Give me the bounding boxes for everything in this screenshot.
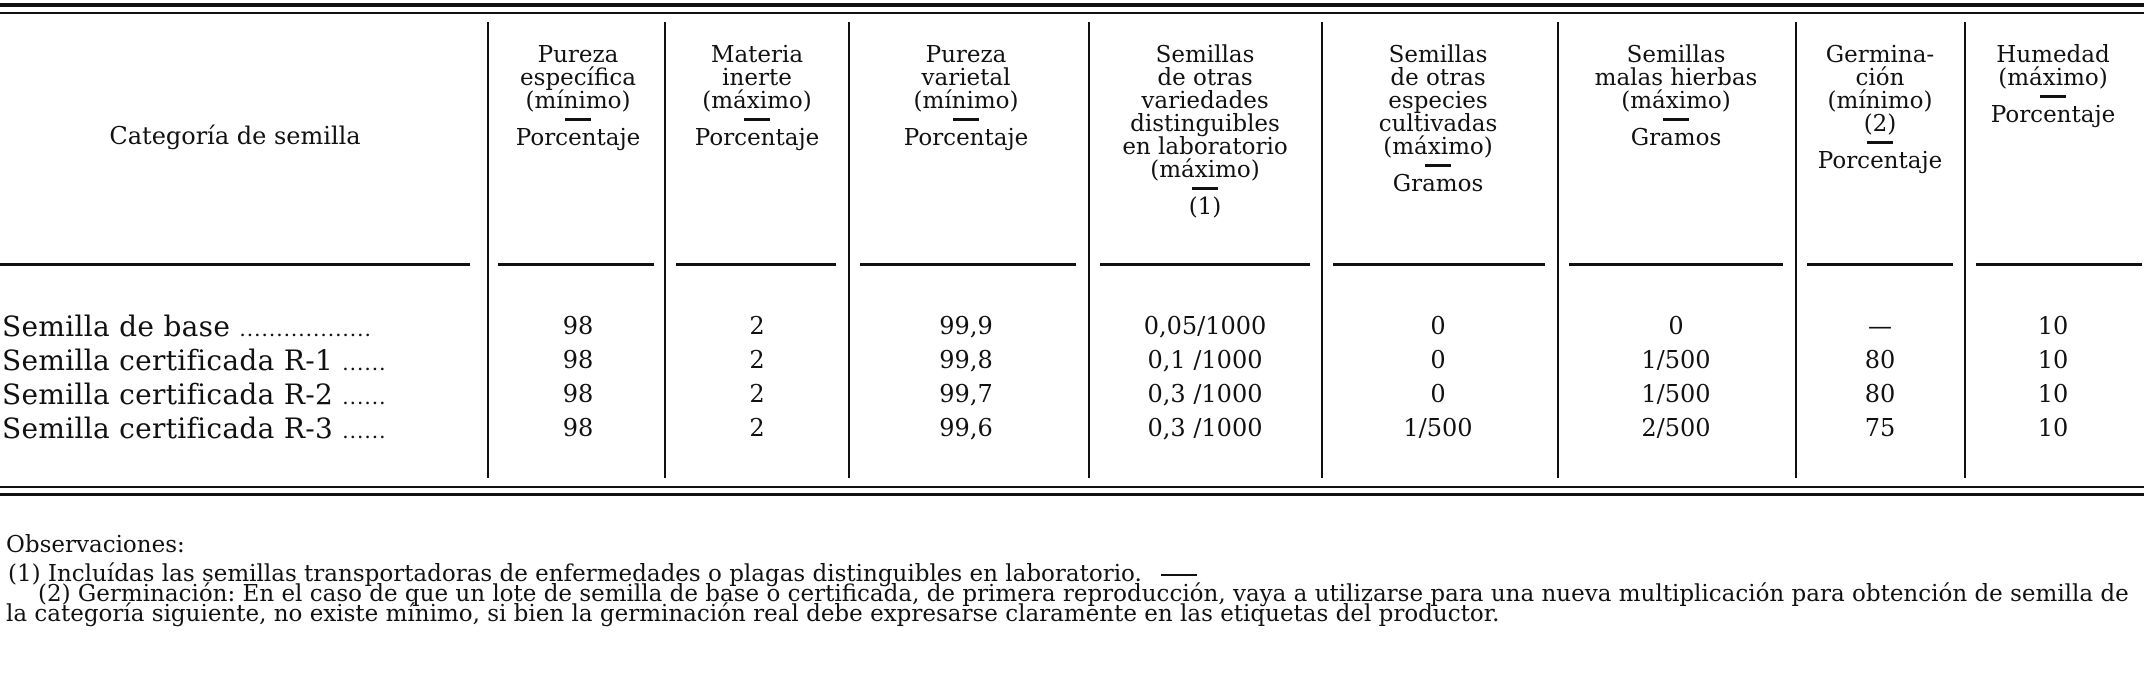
header-dash bbox=[1192, 187, 1218, 190]
column-header-line: cultivadas bbox=[1378, 111, 1498, 137]
table-cell-semillas-otras-especies bbox=[1320, 312, 1556, 340]
header-dash bbox=[2040, 95, 2066, 98]
table-cell-pureza-especifica bbox=[490, 380, 666, 408]
column-header-materia-inerte bbox=[667, 44, 847, 272]
column-header-line: específica bbox=[520, 65, 636, 91]
row-leader-dots: ...... bbox=[342, 385, 387, 409]
header-dash bbox=[565, 118, 591, 121]
table-cell-germinacion bbox=[1796, 312, 1964, 340]
table-cell-humedad bbox=[1964, 414, 2142, 442]
column-unit: Porcentaje bbox=[1990, 102, 2116, 128]
table-cell-humedad bbox=[1964, 312, 2142, 340]
table-cell-germinacion bbox=[1796, 380, 1964, 408]
column-header-line: (máximo) bbox=[1150, 157, 1260, 183]
column-header-line: Pureza bbox=[537, 42, 619, 68]
header-underline bbox=[676, 263, 836, 266]
cell-value: 10 bbox=[2037, 346, 2069, 374]
table-cell-germinacion bbox=[1796, 346, 1964, 374]
column-header-pureza-especifica bbox=[490, 44, 666, 272]
column-unit: Porcentaje bbox=[1817, 148, 1943, 174]
column-header-line: Semillas bbox=[1388, 42, 1488, 68]
table-cell-germinacion bbox=[1796, 414, 1964, 442]
table-cell-materia-inerte bbox=[667, 380, 847, 408]
column-header-line: de otras bbox=[1390, 65, 1486, 91]
row-category-label: Semilla de base bbox=[2, 310, 231, 343]
note-2-number: (2) bbox=[38, 581, 71, 607]
row-leader-dots: ...... bbox=[342, 419, 387, 443]
table-cell-materia-inerte bbox=[667, 312, 847, 340]
header-dash bbox=[1425, 164, 1451, 167]
note-1-text: Incluídas las semillas transportadoras de enfermedades o plagas distinguibles en laboratorio. bbox=[47, 561, 1142, 587]
table-cell-materia-inerte bbox=[667, 346, 847, 374]
cell-value: 10 bbox=[2037, 312, 2069, 340]
cell-value: 0 bbox=[1668, 312, 1684, 340]
header-underline bbox=[0, 263, 470, 266]
column-header-line: (2) bbox=[1863, 111, 1897, 137]
category-header: Categoría de semilla bbox=[109, 122, 361, 150]
table-cell-pureza-especifica bbox=[490, 346, 666, 374]
column-unit: Gramos bbox=[1392, 171, 1484, 197]
cell-value: 0,3 /1000 bbox=[1147, 414, 1263, 442]
cell-value: 98 bbox=[562, 346, 594, 374]
notes-section bbox=[6, 532, 2136, 627]
column-unit: Porcentaje bbox=[694, 125, 820, 151]
header-dash bbox=[1867, 141, 1893, 144]
cell-value: 0,1 /1000 bbox=[1147, 346, 1263, 374]
header-underline bbox=[1333, 263, 1545, 266]
row-category-label: Semilla certificada R-1 bbox=[2, 344, 334, 377]
bottom-rule bbox=[0, 493, 2144, 496]
table-row bbox=[0, 312, 2144, 346]
column-header-line: distinguibles bbox=[1130, 111, 1280, 137]
table-cell-pureza-varietal bbox=[846, 346, 1086, 374]
column-header-line: varietal bbox=[921, 65, 1011, 91]
column-header-germinacion bbox=[1796, 44, 1964, 272]
cell-value: 80 bbox=[1864, 380, 1896, 408]
cell-value: 1/500 bbox=[1641, 380, 1711, 408]
column-header-line: Materia bbox=[710, 42, 804, 68]
cell-value: 0 bbox=[1430, 346, 1446, 374]
cell-value: 2 bbox=[749, 346, 765, 374]
column-header-line: Germina- bbox=[1825, 42, 1935, 68]
note-1-trailing-dash bbox=[1161, 574, 1197, 576]
cell-value: 98 bbox=[562, 380, 594, 408]
table-cell-humedad bbox=[1964, 380, 2142, 408]
cell-value: 98 bbox=[562, 312, 594, 340]
column-header-line: malas hierbas bbox=[1594, 65, 1758, 91]
table-row bbox=[0, 346, 2144, 380]
row-leader-dots: ...... bbox=[342, 351, 387, 375]
header-dash bbox=[1663, 118, 1689, 121]
table-cell-pureza-varietal bbox=[846, 414, 1086, 442]
column-unit: Porcentaje bbox=[903, 125, 1029, 151]
table-cell-semillas-malas-hierbas bbox=[1558, 346, 1794, 374]
bottom-rule-thin bbox=[0, 486, 2144, 488]
cell-value: 1/500 bbox=[1403, 414, 1473, 442]
row-category bbox=[2, 310, 372, 343]
cell-value: 0 bbox=[1430, 312, 1446, 340]
top-rule bbox=[0, 3, 2144, 7]
row-category-label: Semilla certificada R-2 bbox=[2, 378, 334, 411]
header-underline bbox=[1807, 263, 1953, 266]
column-header-semillas-otras-variedades bbox=[1088, 44, 1323, 272]
column-header-line: (mínimo) bbox=[525, 88, 631, 114]
notes-heading: Observaciones: bbox=[6, 532, 185, 558]
header-underline bbox=[1100, 263, 1310, 266]
column-header-line: (máximo) bbox=[1383, 134, 1493, 160]
cell-value: 99,6 bbox=[939, 414, 993, 442]
cell-value: 10 bbox=[2037, 380, 2069, 408]
column-header-line: Pureza bbox=[925, 42, 1007, 68]
cell-value: 98 bbox=[562, 414, 594, 442]
row-category bbox=[2, 378, 386, 411]
column-header-line: Humedad bbox=[1996, 42, 2110, 68]
row-category bbox=[2, 412, 386, 445]
table-cell-semillas-otras-especies bbox=[1320, 346, 1556, 374]
table-cell-semillas-otras-especies bbox=[1320, 414, 1556, 442]
cell-value: 1/500 bbox=[1641, 346, 1711, 374]
header-underline bbox=[1976, 263, 2142, 266]
table-cell-materia-inerte bbox=[667, 414, 847, 442]
table-cell-humedad bbox=[1964, 346, 2142, 374]
row-category bbox=[2, 344, 386, 377]
column-header-line: variedades bbox=[1141, 88, 1269, 114]
table-row bbox=[0, 380, 2144, 414]
table-cell-semillas-otras-variedades bbox=[1088, 346, 1323, 374]
cell-value: 2 bbox=[749, 414, 765, 442]
table-cell-semillas-otras-variedades bbox=[1088, 414, 1323, 442]
column-unit: (1) bbox=[1188, 194, 1222, 220]
cell-value: 99,9 bbox=[939, 312, 993, 340]
cell-value: 80 bbox=[1864, 346, 1896, 374]
column-header-line: (mínimo) bbox=[1827, 88, 1933, 114]
column-header-line: (máximo) bbox=[1621, 88, 1731, 114]
note-1-number: (1) bbox=[8, 561, 41, 587]
column-header-line: (máximo) bbox=[1998, 65, 2108, 91]
cell-value: 2/500 bbox=[1641, 414, 1711, 442]
table-row bbox=[0, 414, 2144, 448]
cell-value: 2 bbox=[749, 380, 765, 408]
column-header-line: ción bbox=[1855, 65, 1905, 91]
row-leader-dots: .................. bbox=[239, 317, 372, 341]
note-2 bbox=[6, 581, 2136, 627]
column-unit: Porcentaje bbox=[515, 125, 641, 151]
cell-value: — bbox=[1868, 312, 1892, 340]
column-header-line: (máximo) bbox=[702, 88, 812, 114]
table-cell-pureza-especifica bbox=[490, 414, 666, 442]
column-header-semillas-malas-hierbas bbox=[1558, 44, 1794, 272]
cell-value: 99,8 bbox=[939, 346, 993, 374]
cell-value: 2 bbox=[749, 312, 765, 340]
column-header-line: en laboratorio bbox=[1122, 134, 1288, 160]
column-header-line: (mínimo) bbox=[913, 88, 1019, 114]
cell-value: 99,7 bbox=[939, 380, 993, 408]
column-header-line: especies bbox=[1388, 88, 1488, 114]
header-underline bbox=[498, 263, 654, 266]
table-cell-pureza-varietal bbox=[846, 380, 1086, 408]
column-header-pureza-varietal bbox=[846, 44, 1086, 272]
table-cell-pureza-varietal bbox=[846, 312, 1086, 340]
table-cell-semillas-otras-variedades bbox=[1088, 380, 1323, 408]
table-cell-semillas-malas-hierbas bbox=[1558, 380, 1794, 408]
column-header-line: inerte bbox=[722, 65, 792, 91]
column-header-line: de otras bbox=[1157, 65, 1253, 91]
table-cell-semillas-malas-hierbas bbox=[1558, 312, 1794, 340]
header-underline bbox=[860, 263, 1076, 266]
column-header-line: Semillas bbox=[1155, 42, 1255, 68]
cell-value: 0,3 /1000 bbox=[1147, 380, 1263, 408]
header-dash bbox=[953, 118, 979, 121]
table-cell-semillas-otras-variedades bbox=[1088, 312, 1323, 340]
column-unit: Gramos bbox=[1630, 125, 1722, 151]
column-header-semillas-otras-especies bbox=[1320, 44, 1556, 272]
table-cell-pureza-especifica bbox=[490, 312, 666, 340]
cell-value: 0 bbox=[1430, 380, 1446, 408]
column-header-humedad bbox=[1964, 44, 2142, 272]
column-header-line: Semillas bbox=[1626, 42, 1726, 68]
header-underline bbox=[1569, 263, 1783, 266]
cell-value: 0,05/1000 bbox=[1143, 312, 1267, 340]
cell-value: 10 bbox=[2037, 414, 2069, 442]
table-cell-semillas-malas-hierbas bbox=[1558, 414, 1794, 442]
top-rule-thin bbox=[0, 12, 2144, 14]
row-category-label: Semilla certificada R-3 bbox=[2, 412, 334, 445]
header-dash bbox=[744, 118, 770, 121]
table-cell-semillas-otras-especies bbox=[1320, 380, 1556, 408]
cell-value: 75 bbox=[1864, 414, 1896, 442]
note-2-text: Germinación: En el caso de que un lote de semilla de base o certificada, de primera reproducción, vaya a utilizarse para una nueva multiplicación para obtención de semilla de la categoría siguiente, no existe mínimo, si bien la germinación real debe expresarse claramente en las etiquetas del productor. bbox=[6, 581, 2129, 627]
